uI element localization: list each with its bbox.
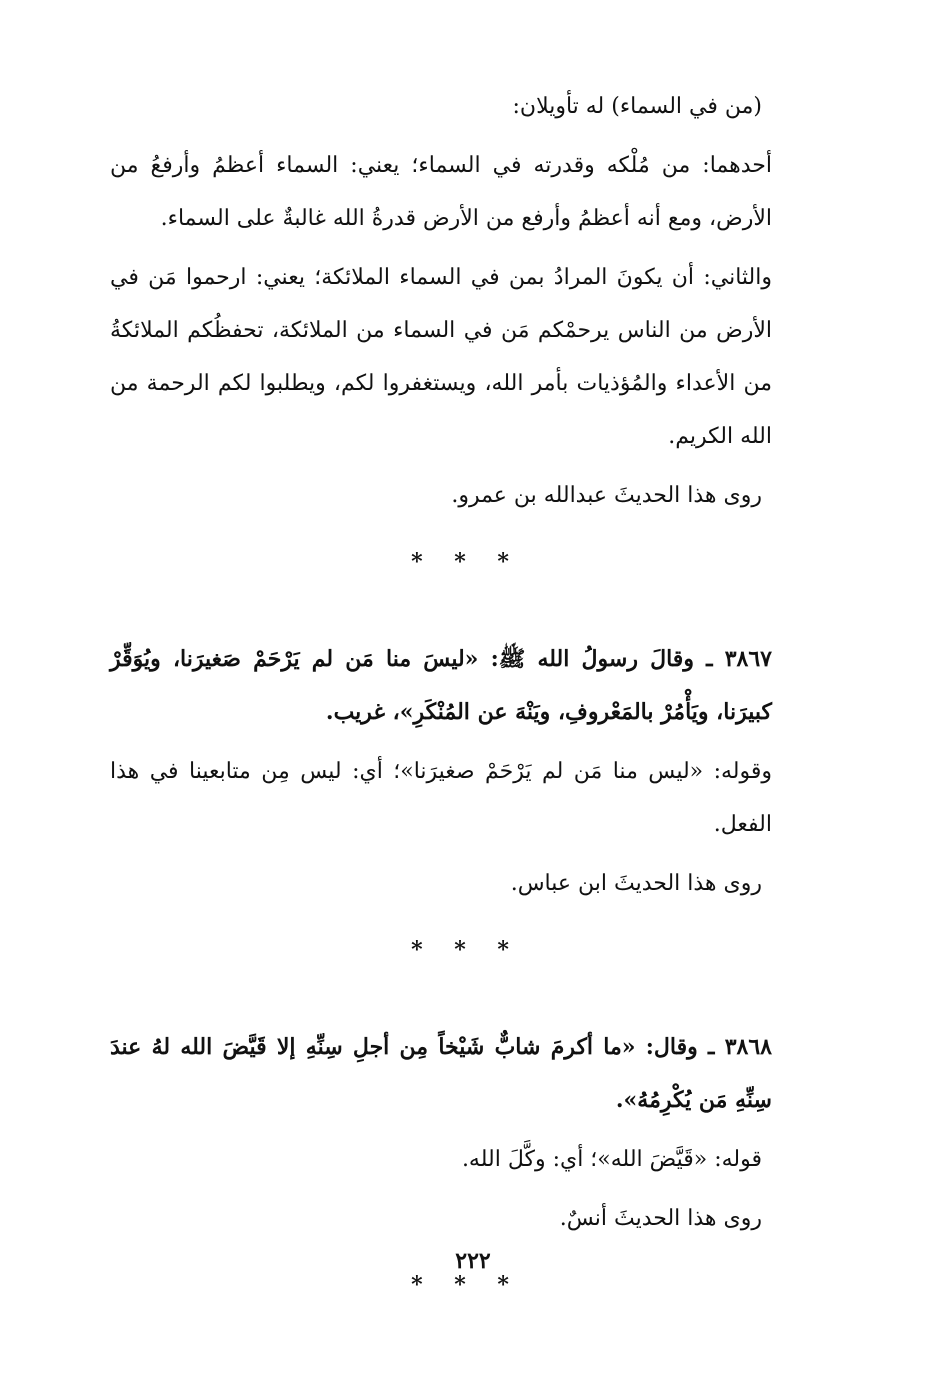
page-number: ٢٢٢ [455,1248,491,1274]
section-separator-1: * * * [411,549,521,575]
paragraph-narrator-2: روى هذا الحديثَ ابن عباس. [510,871,762,896]
section-separator-2: * * * [411,937,521,963]
hadith-3868: ٣٨٦٨ ـ وقال: «ما أكرمَ شابٌّ شَيْخاً مِن أجلِ سِنِّهِ إلا قَيَّضَ الله لهُ عندَ سِنِّهِ مَن يُكْرِمُهُ». [110,1034,772,1113]
paragraph-narrator-3: روى هذا الحديثَ أنسٌ. [559,1206,762,1231]
paragraph-first-interpretation: أحدهما: من مُلْكه وقدرته في السماء؛ يعني: السماء أعظمُ وأرفعُ من الأرض، ومع أنه أعظمُ وأرفع من الأرض قدرةُ الله غالبةٌ على السماء. [110,153,772,231]
paragraph-second-interpretation: والثاني: أن يكونَ المرادُ بمن في السماء الملائكة؛ يعني: ارحموا مَن في الأرض من الناس يرحمْكم مَن في السماء من الملائكة، تحفظُكم الملائكةُ من الأعداء والمُؤذيات بأمر الله، ويستغفروا لكم، ويطلبوا لكم الرحمة من الله الكريم. [110,265,772,449]
page-body [110,80,822,1356]
paragraph-narrator-1: روى هذا الحديثَ عبدالله بن عمرو. [451,483,762,508]
paragraph-explanation-3868: قوله: «قَيَّضَ الله»؛ أي: وكَّلَ الله. [461,1147,762,1172]
paragraph-interpretations-intro: (من في السماء) له تأويلان: [512,94,762,119]
hadith-3867: ٣٨٦٧ ـ وقالَ رسولُ الله ﷺ: «ليسَ منا مَن لم يَرْحَمْ صَغيرَنا، ويُوَقِّرْ كبيرَنا، ويَأْمُرْ بالمَعْروفِ، ويَنْهَ عن المُنْكَرِ»، غريب. [110,646,772,725]
section-separator-3: * * * [411,1272,521,1298]
paragraph-explanation-3867: وقوله: «ليس منا مَن لم يَرْحَمْ صغيرَنا»؛ أي: ليس مِن متابعينا في هذا الفعل. [110,759,772,837]
